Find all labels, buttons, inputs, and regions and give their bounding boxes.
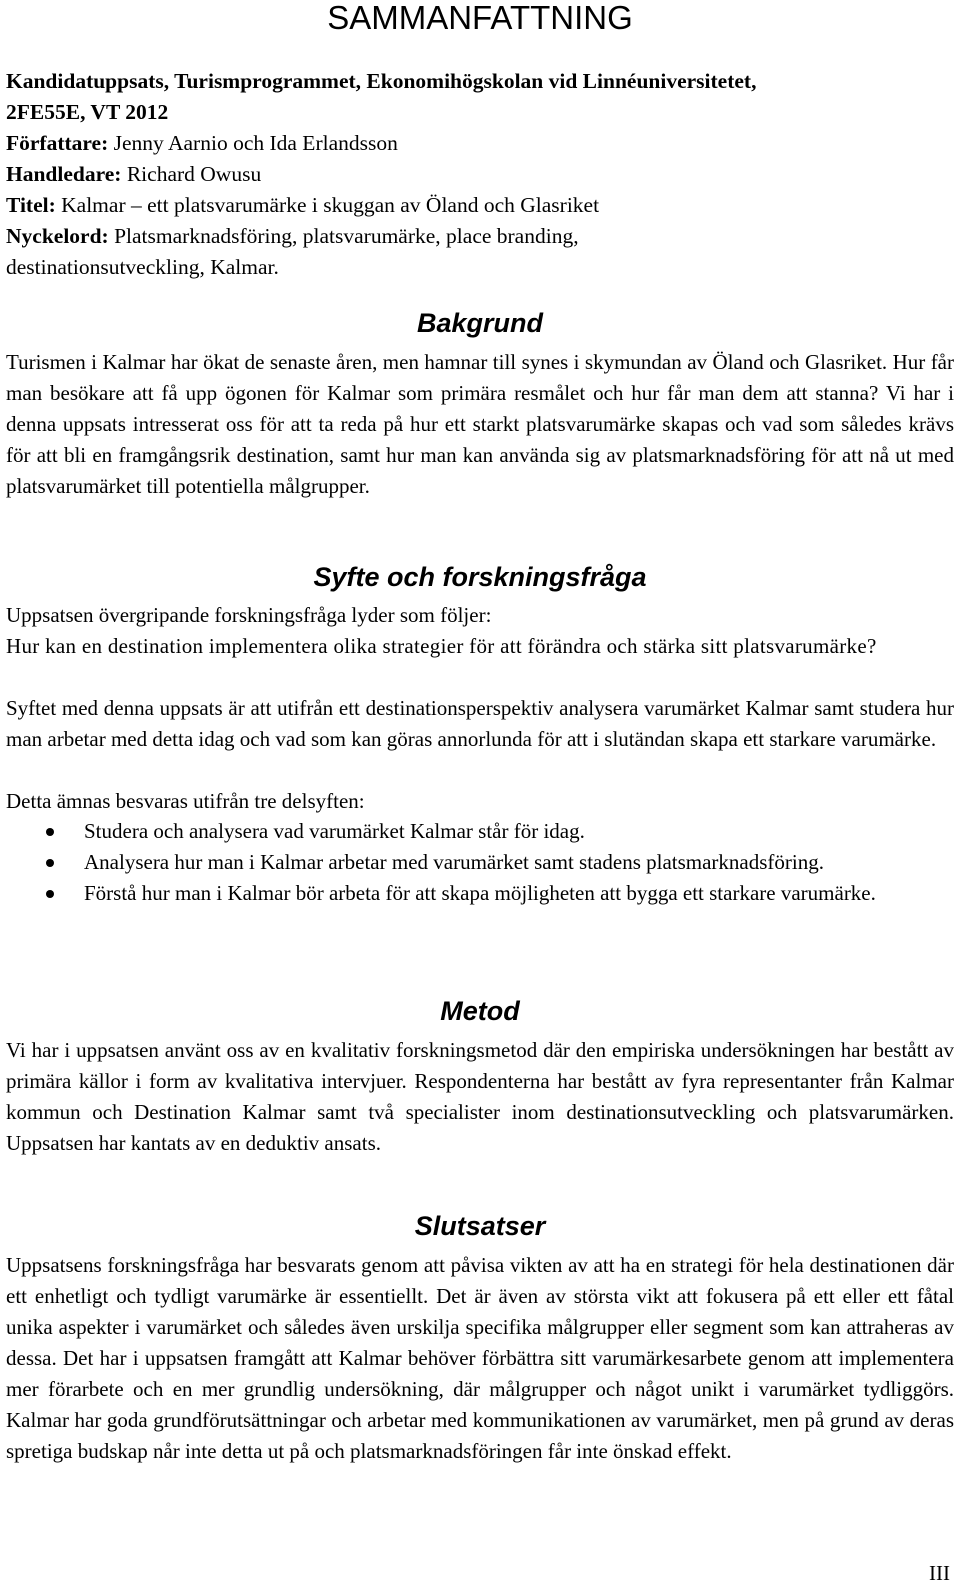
course-line: Kandidatuppsats, Turismprogrammet, Ekonomihögskolan vid Linnéuniversitetet, [6,69,757,93]
bullet-icon [46,859,54,867]
page-title: SAMMANFATTNING [327,0,633,36]
keywords-label: Nyckelord: [6,224,109,248]
keywords-line-2: destinationsutveckling, Kalmar. [6,255,279,279]
title-label: Titel: [6,193,56,217]
heading-slutsatser: Slutsatser [414,1211,546,1241]
heading-metod: Metod [440,996,520,1026]
keywords: Platsmarknadsföring, platsvarumärke, place branding, [114,224,579,248]
page-number: III [929,1561,950,1585]
authors-line [6,128,952,159]
supervisor-label: Handledare: [6,162,122,186]
slutsatser-paragraph: Uppsatsens forskningsfråga har besvarats genom att påvisa vikten av att ha en strategi för hela destinationen där ett enhetligt och tydligt varumärke är essentiellt. Det är även av största vikt att fokusera på ett eller ett fåtal unika aspekter i varumärket och således även urskilja specifika målgrupper eller segment som kan attraheras av dessa. Det har i uppsatsen framgått att Kalmar behöver förbättra sitt varumärkesarbete genom att implementera mer förarbete och en mer grundlig undersökning, där målgrupper och något unikt i varumärket tydliggörs. Kalmar har goda grundförutsättningar och arbetar med kommunikationen av varumärket, men på grund av deras spretiga budskap når inte detta ut på och platsmarknadsföringen får inte önskad effekt. [6,1253,954,1463]
metod-paragraph: Vi har i uppsatsen använt oss av en kvalitativ forskningsmetod där den empiriska undersökningen har bestått av primära källor i form av kvalitativa intervjuer. Respondenterna har bestått av fyra representanter från Kalmar kommun och Destination Kalmar samt två specialister inom destinationsutveckling och platsvarumärken. Uppsatsen har kantats av en deduktiv ansats. [6,1038,954,1155]
authors: Jenny Aarnio och Ida Erlandsson [113,131,398,155]
course-code: 2FE55E, VT 2012 [6,100,169,124]
list-item: Förstå hur man i Kalmar bör arbeta för att skapa möjligheten att bygga ett starkare varumärke. [6,878,954,909]
bakgrund-paragraph: Turismen i Kalmar har ökat de senaste åren, men hamnar till synes i skymundan av Öland och Glasriket. Hur får man besökare att få upp ögonen för Kalmar som primära resmålet och hur får man dem att stanna? Vi har i denna uppsats intresserat oss för att ta reda på hur ett starkt platsvarumärke skapas och vad som således krävs för att bli en framgångsrik destination, samt hur man kan använda sig av platsmarknadsföring för att nå ut med platsvarumärket till potentiella målgrupper. [6,350,954,498]
heading-bakgrund: Bakgrund [416,308,543,338]
supervisor-line [6,159,952,190]
purpose-paragraph: Syftet med denna uppsats är att utifrån ett destinationsperspektiv analysera varumärket Kalmar samt studera hur man arbetar med detta idag och vad som kan göras annorlunda för att i slutändan skapa ett starkare varumärke. [6,696,954,751]
sub-purpose-list [6,816,954,909]
thesis-title: Kalmar – ett platsvarumärke i skuggan av Öland och Glasriket [61,193,600,217]
thesis-metadata [6,66,952,283]
research-question: Hur kan en destination implementera olika strategier för att förändra och stärka sitt platsvarumärke? [6,634,877,658]
list-item: Analysera hur man i Kalmar arbetar med varumärket samt stadens platsmarknadsföring. [6,847,954,878]
bullet-icon [46,828,54,836]
list-item: Studera och analysera vad varumärket Kalmar står för idag. [6,816,954,847]
keywords-line [6,221,952,252]
authors-label: Författare: [6,131,109,155]
heading-syfte: Syfte och forskningsfråga [313,562,647,592]
supervisor: Richard Owusu [126,162,262,186]
sub-purpose-intro: Detta ämnas besvaras utifrån tre delsyften: [6,789,365,813]
research-question-intro: Uppsatsen övergripande forskningsfråga lyder som följer: [6,603,492,627]
bullet-icon [46,890,54,898]
thesis-title-line [6,190,952,221]
